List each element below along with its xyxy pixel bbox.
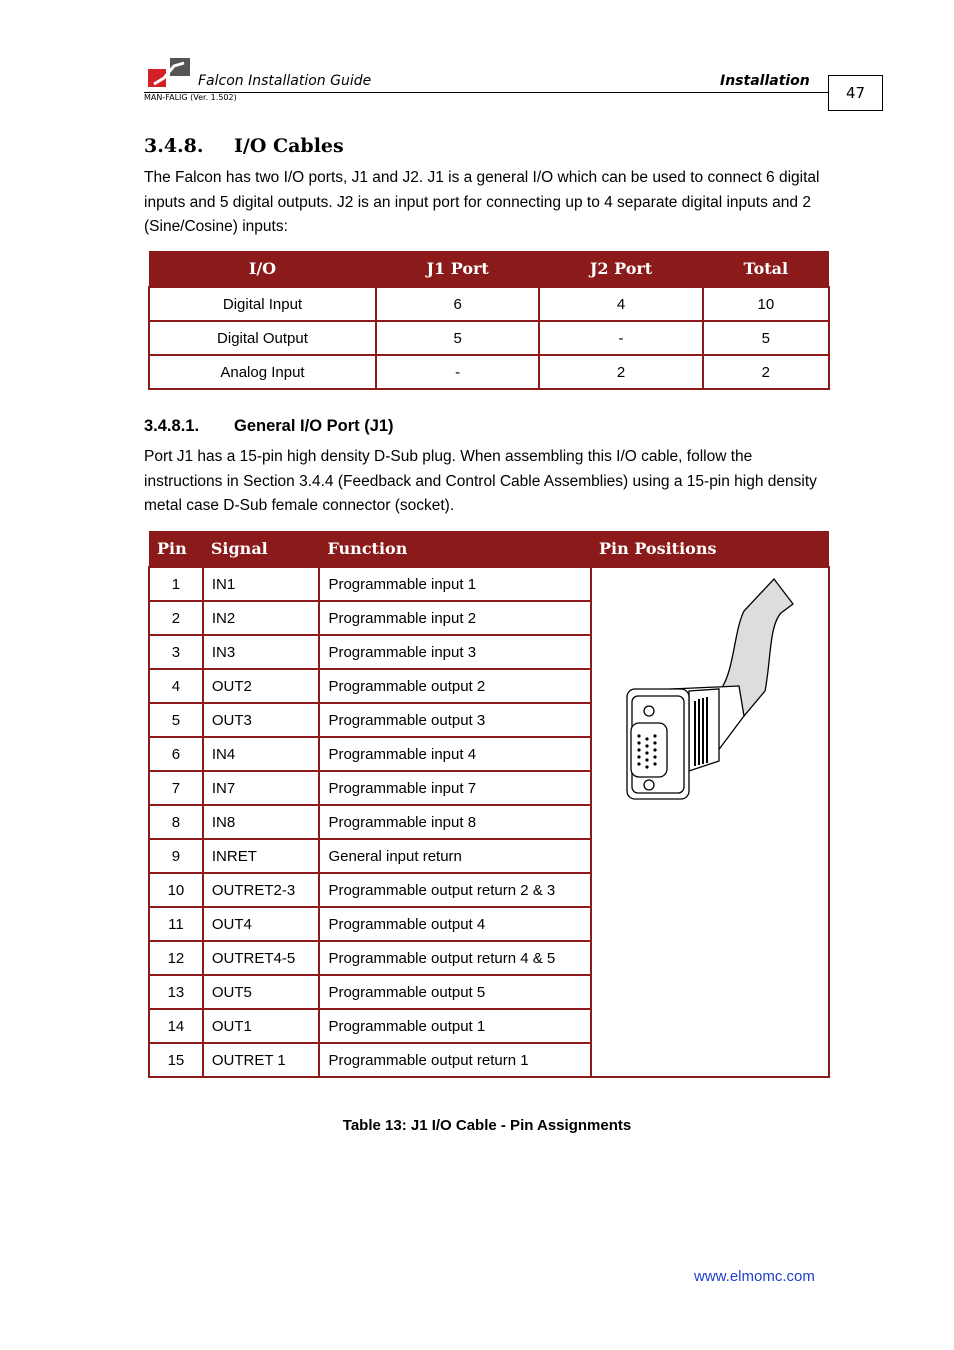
table-cell: Digital Input (149, 287, 376, 321)
pin-signal: OUTRET2-3 (203, 873, 320, 907)
table-row (149, 287, 829, 321)
table-row (149, 355, 829, 389)
pin-number: 8 (149, 805, 203, 839)
pin-function: Programmable input 3 (319, 635, 591, 669)
pin-assignment-table (148, 531, 830, 1078)
pin-number: 4 (149, 669, 203, 703)
pin-function: Programmable output 2 (319, 669, 591, 703)
io-column-header: I/O (149, 251, 376, 287)
table-cell: 10 (703, 287, 829, 321)
pin-function: Programmable input 1 (319, 567, 591, 601)
table-cell: 2 (703, 355, 829, 389)
pin-number: 5 (149, 703, 203, 737)
table-row (149, 567, 829, 601)
subsection-number: 3.4.8.1. (144, 417, 200, 435)
pin-signal: IN1 (203, 567, 320, 601)
pin-number: 7 (149, 771, 203, 805)
pin-number: 15 (149, 1043, 203, 1077)
table-cell: 5 (703, 321, 829, 355)
pin-positions-cell (591, 567, 829, 1077)
chapter-name: Installation (720, 73, 810, 89)
pin-signal: OUT2 (203, 669, 320, 703)
subsection-heading (144, 417, 394, 436)
section-number: 3.4.8. (144, 135, 204, 157)
io-column-header: J1 Port (376, 251, 539, 287)
pin-function: Programmable output return 4 & 5 (319, 941, 591, 975)
pin-signal: OUT4 (203, 907, 320, 941)
pin-function: Programmable output return 1 (319, 1043, 591, 1077)
doc-title: Falcon Installation Guide (198, 73, 372, 89)
section-title: I/O Cables (234, 135, 344, 157)
pin-function: Programmable input 7 (319, 771, 591, 805)
pin-number: 3 (149, 635, 203, 669)
pin-signal: IN8 (203, 805, 320, 839)
pin-number: 11 (149, 907, 203, 941)
table-row (149, 321, 829, 355)
pin-signal: IN3 (203, 635, 320, 669)
website-link[interactable]: www.elmomc.com (694, 1268, 815, 1285)
table-cell: Analog Input (149, 355, 376, 389)
pin-number: 14 (149, 1009, 203, 1043)
pin-number: 1 (149, 567, 203, 601)
pin-signal: IN4 (203, 737, 320, 771)
table-cell: - (376, 355, 539, 389)
pin-signal: OUT5 (203, 975, 320, 1009)
page-number: 47 (828, 75, 883, 111)
pin-signal: INRET (203, 839, 320, 873)
table-cell: 2 (539, 355, 702, 389)
pin-function: Programmable output 4 (319, 907, 591, 941)
table-caption: Table 13: J1 I/O Cable - Pin Assignments (342, 1117, 632, 1134)
pin-function: Programmable input 4 (319, 737, 591, 771)
table-cell: 4 (539, 287, 702, 321)
subsection-title: General I/O Port (J1) (234, 417, 394, 435)
doc-version: MAN-FALIG (Ver. 1.502) (144, 93, 237, 102)
pin-column-header: Function (319, 531, 591, 567)
header-divider (144, 92, 828, 93)
pin-column-header: Signal (203, 531, 320, 567)
pin-number: 2 (149, 601, 203, 635)
io-column-header: Total (703, 251, 829, 287)
pin-signal: OUTRET4-5 (203, 941, 320, 975)
section-heading (144, 135, 344, 157)
io-summary-table (148, 251, 830, 390)
pin-signal: OUT3 (203, 703, 320, 737)
pin-function: Programmable input 8 (319, 805, 591, 839)
table-cell: 5 (376, 321, 539, 355)
elmo-logo-icon (148, 58, 190, 88)
pin-function: Programmable output return 2 & 3 (319, 873, 591, 907)
subsection-intro: Port J1 has a 15-pin high density D-Sub plug. When assembling this I/O cable, follow the instructions in Section 3.4.4 (Feedback and Control Cable Assemblies) using a 15-pin high density metal case D-Sub female connector (socket). (144, 448, 817, 514)
pin-function: Programmable output 3 (319, 703, 591, 737)
pin-function: Programmable output 5 (319, 975, 591, 1009)
pin-column-header: Pin (149, 531, 203, 567)
pin-signal: IN2 (203, 601, 320, 635)
pin-number: 9 (149, 839, 203, 873)
table-cell: 6 (376, 287, 539, 321)
pin-number: 13 (149, 975, 203, 1009)
pin-column-header: Pin Positions (591, 531, 829, 567)
pin-function: Programmable input 2 (319, 601, 591, 635)
pin-number: 6 (149, 737, 203, 771)
section-intro: The Falcon has two I/O ports, J1 and J2. J1 is a general I/O which can be used to connect 6 digital inputs and 5 digital outputs. J2 is an input port for connecting up to 4 separate digital inputs and 2 (Sine/Cosine) inputs: (144, 169, 820, 235)
pin-number: 12 (149, 941, 203, 975)
table-cell: - (539, 321, 702, 355)
dsub-connector-illustration-icon (592, 576, 828, 806)
pin-signal: OUTRET 1 (203, 1043, 320, 1077)
pin-function: Programmable output 1 (319, 1009, 591, 1043)
pin-signal: IN7 (203, 771, 320, 805)
pin-number: 10 (149, 873, 203, 907)
pin-function: General input return (319, 839, 591, 873)
io-column-header: J2 Port (539, 251, 702, 287)
table-cell: Digital Output (149, 321, 376, 355)
pin-signal: OUT1 (203, 1009, 320, 1043)
